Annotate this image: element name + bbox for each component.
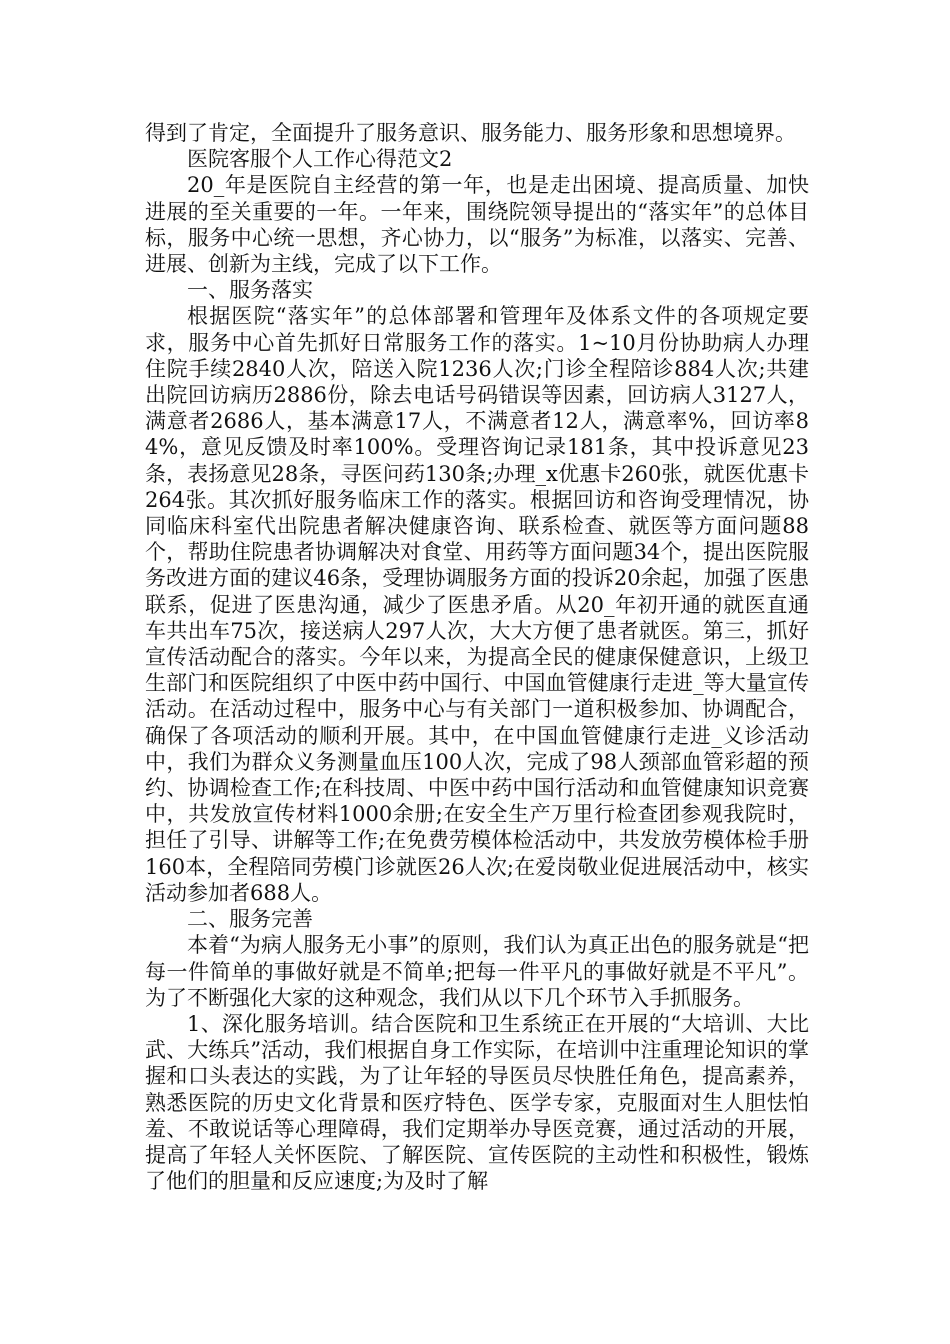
section-title: 医院客服个人工作心得范文2 <box>187 147 453 172</box>
paragraph-service-principle: 本着“为病人服务无小事”的原则，我们认为真正出色的服务就是“把每一件简单的事做好就是不简单;把每一件平凡的事做好就是不平凡”。为了不断强化大家的这种观念，我们从以下几个环节入手抓服务。 <box>145 933 809 1010</box>
heading-service-improvement: 二、服务完善 <box>187 907 313 932</box>
heading-service-implementation: 一、服务落实 <box>187 278 313 303</box>
document-page <box>145 120 809 1194</box>
paragraph-service-implementation: 根据医院“落实年”的总体部署和管理年及体系文件的各项规定要求，服务中心首先抓好日常服务工作的落实。1~10月份协助病人办理住院手续2840人次，陪送入院1236人次;门诊全程陪诊884人次;共建出院回访病历2886份，除去电话号码错误等因素，回访病人3127人，满意者2686人，基本满意17人，不满意者12人，满意率%，回访率84%，意见反馈及时率100%。受理咨询记录181条，其中投诉意见23条，表扬意见28条，寻医问药130条;办理_x优惠卡260张，就医优惠卡264张。其次抓好服务临床工作的落实。根据回访和咨询受理情况，协同临床科室代出院患者解决健康咨询、联系检查、就医等方面问题88个，帮助住院患者协调解决对食堂、用药等方面问题34个，提出医院服务改进方面的建议46条，受理协调服务方面的投诉20余起，加强了医患联系，促进了医患沟通，减少了医患矛盾。从20_年初开通的就医直通车共出车75次，接送病人297人次，大大方便了患者就医。第三，抓好宣传活动配合的落实。今年以来，为提高全民的健康保健意识，上级卫生部门和医院组织了中医中药中国行、中国血管健康行走进_等大量宣传活动。在活动过程中，服务中心与有关部门一道积极参加、协调配合，确保了各项活动的顺利开展。其中，在中国血管健康行走进_义诊活动中，我们为群众义务测量血压100人次，完成了98人颈部血管彩超的预约、协调检查工作;在科技周、中医中药中国行活动和血管健康知识竞赛中，共发放宣传材料1000余册;在安全生产万里行检查团参观我院时，担任了引导、讲解等工作;在免费劳模体检活动中，共发放劳模体检手册160本，全程陪同劳模门诊就医26人次;在爱岗敬业促进展活动中，核实活动参加者688人。 <box>145 304 809 905</box>
paragraph-service-training: 1、深化服务培训。结合医院和卫生系统正在开展的“大培训、大比武、大练兵”活动，我们根据自身工作实际，在培训中注重理论知识的掌握和口头表达的实践，为了让年轻的导医员尽快胜任角色，提高素养，熟悉医院的历史文化背景和医疗特色、医学专家，克服面对生人胆怯怕羞、不敢说话等心理障碍，我们定期举办导医竞赛，通过活动的开展，提高了年轻人关怀医院、了解医院、宣传医院的主动性和积极性，锻炼了他们的胆量和反应速度;为及时了解 <box>145 1011 809 1194</box>
paragraph-intro: 得到了肯定，全面提升了服务意识、服务能力、服务形象和思想境界。 <box>145 121 796 145</box>
paragraph-overview: 20_年是医院自主经营的第一年，也是走出困境、提高质量、加快进展的至关重要的一年。一年来，围绕院领导提出的“落实年”的总体目标，服务中心统一思想，齐心协力，以“服务”为标准，以落实、完善、进展、创新为主线，完成了以下工作。 <box>145 173 809 277</box>
